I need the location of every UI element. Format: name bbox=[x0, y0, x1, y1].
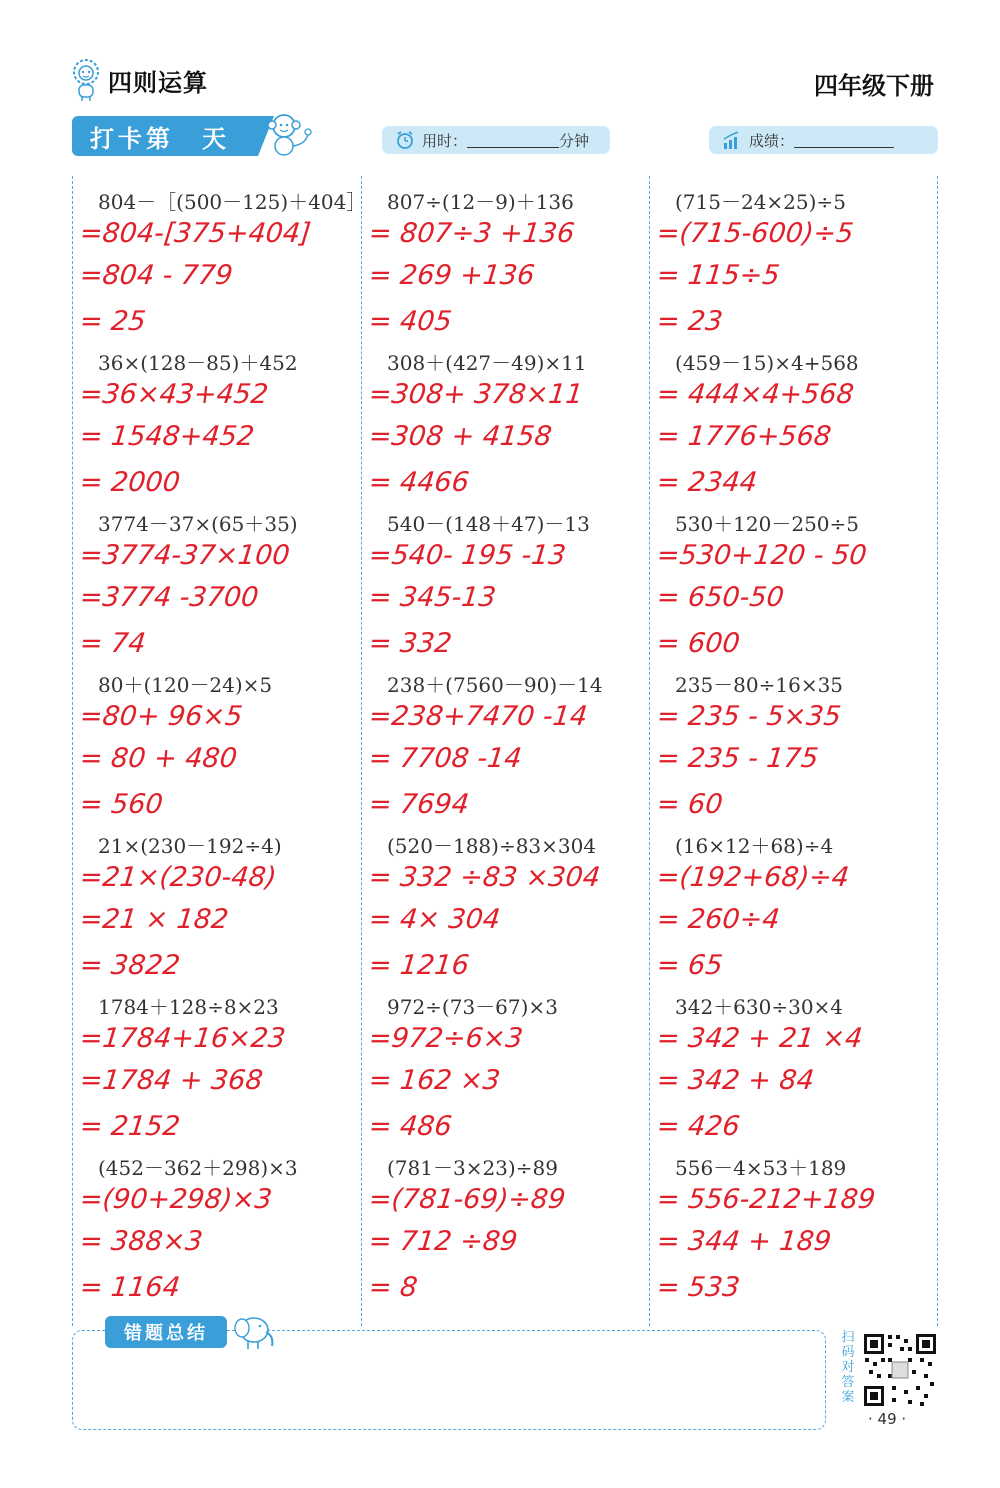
handwritten-step: = 269 +136 bbox=[367, 260, 537, 291]
problem-expression: 308＋(427－49)×11 bbox=[387, 351, 587, 375]
grade-title: 四年级下册 bbox=[814, 72, 934, 100]
handwritten-step: = 23 bbox=[655, 306, 725, 337]
handwritten-step: =(90+298)×3 bbox=[78, 1184, 274, 1215]
handwritten-step: =308+ 378×11 bbox=[367, 379, 585, 410]
handwritten-step: = 650-50 bbox=[655, 582, 786, 613]
monkey-icon bbox=[262, 108, 314, 160]
handwritten-step: = 60 bbox=[655, 789, 725, 820]
handwritten-step: = 426 bbox=[655, 1111, 742, 1142]
lion-icon bbox=[70, 58, 102, 102]
problem-cell bbox=[367, 504, 651, 665]
problem-cell bbox=[367, 826, 651, 987]
handwritten-step: = 65 bbox=[655, 950, 725, 981]
problem-expression: 540－(148＋47)－13 bbox=[387, 512, 590, 536]
handwritten-step: = 260÷4 bbox=[655, 904, 782, 935]
handwritten-step: =238+7470 -14 bbox=[367, 701, 589, 732]
problem-cell bbox=[367, 1148, 651, 1309]
handwritten-step: =3774-37×100 bbox=[78, 540, 292, 571]
problem-cell bbox=[655, 826, 939, 987]
problem-cell bbox=[655, 504, 939, 665]
problem-expression: 80＋(120－24)×5 bbox=[98, 673, 273, 697]
handwritten-step: =(192+68)÷4 bbox=[655, 862, 851, 893]
problem-expression: 235－80÷16×35 bbox=[675, 673, 844, 697]
problem-cell bbox=[78, 343, 362, 504]
problem-cell bbox=[655, 987, 939, 1148]
handwritten-step: = 80 + 480 bbox=[78, 743, 239, 774]
handwritten-step: = 74 bbox=[78, 628, 148, 659]
time-label: 用时： bbox=[422, 131, 468, 150]
problem-expression: 342＋630÷30×4 bbox=[675, 995, 844, 1019]
problem-cell bbox=[78, 987, 362, 1148]
handwritten-step: = 4466 bbox=[367, 467, 471, 498]
page-number: · 49 · bbox=[868, 1410, 907, 1428]
problem-cell bbox=[78, 182, 367, 343]
handwritten-step: =972÷6×3 bbox=[367, 1023, 525, 1054]
header-subject bbox=[70, 58, 208, 102]
problem-expression: (459－15)×4+568 bbox=[675, 351, 859, 375]
score-field bbox=[709, 126, 938, 154]
problem-expression: 21×(230－192÷4) bbox=[98, 834, 282, 858]
problem-cell bbox=[655, 1148, 939, 1309]
handwritten-step: =36×43+452 bbox=[78, 379, 270, 410]
problem-expression: (781－3×23)÷89 bbox=[387, 1156, 558, 1180]
time-input-line[interactable] bbox=[467, 133, 559, 148]
problem-cell bbox=[78, 1148, 362, 1309]
mistake-summary-title: 错题总结 bbox=[105, 1316, 227, 1348]
handwritten-step: = 388×3 bbox=[78, 1226, 205, 1257]
problem-expression: 530＋120－250÷5 bbox=[675, 512, 860, 536]
handwritten-step: = 332 ÷83 ×304 bbox=[367, 862, 602, 893]
column-divider bbox=[72, 176, 73, 1326]
handwritten-step: =1784+16×23 bbox=[78, 1023, 287, 1054]
time-unit: 分钟 bbox=[559, 131, 590, 150]
problem-grid bbox=[72, 176, 938, 1326]
handwritten-step: = 7694 bbox=[367, 789, 471, 820]
problem-cell bbox=[367, 182, 651, 343]
handwritten-step: = 533 bbox=[655, 1272, 742, 1303]
handwritten-step: = 344 + 189 bbox=[655, 1226, 833, 1257]
handwritten-step: = 1776+568 bbox=[655, 421, 833, 452]
handwritten-step: = 8 bbox=[367, 1272, 420, 1303]
handwritten-step: = 235 - 175 bbox=[655, 743, 820, 774]
checkin-tab bbox=[72, 116, 258, 156]
problem-cell bbox=[655, 343, 939, 504]
handwritten-step: = 4× 304 bbox=[367, 904, 502, 935]
alarm-clock-icon bbox=[394, 129, 416, 151]
handwritten-step: = 162 ×3 bbox=[367, 1065, 502, 1096]
handwritten-step: =21 × 182 bbox=[78, 904, 230, 935]
handwritten-step: = 405 bbox=[367, 306, 454, 337]
handwritten-step: =21×(230-48) bbox=[78, 862, 278, 893]
problem-expression: 238＋(7560－90)－14 bbox=[387, 673, 603, 697]
qr-code-icon[interactable] bbox=[862, 1332, 938, 1408]
scan-caption: 扫码对答案 bbox=[841, 1330, 855, 1405]
handwritten-step: =540- 195 -13 bbox=[367, 540, 568, 571]
handwritten-step: =804-[375+404] bbox=[78, 218, 313, 249]
checkin-suffix: 天 bbox=[202, 124, 226, 153]
score-input-line[interactable] bbox=[794, 133, 894, 148]
problem-expression: 807÷(12－9)＋136 bbox=[387, 190, 574, 214]
handwritten-step: = 235 - 5×35 bbox=[655, 701, 843, 732]
problem-expression: (16×12＋68)÷4 bbox=[675, 834, 834, 858]
problem-expression: (452－362＋298)×3 bbox=[98, 1156, 298, 1180]
handwritten-step: = 1164 bbox=[78, 1272, 182, 1303]
handwritten-step: =(781-69)÷89 bbox=[367, 1184, 567, 1215]
handwritten-step: = 486 bbox=[367, 1111, 454, 1142]
handwritten-step: =530+120 - 50 bbox=[655, 540, 869, 571]
problem-expression: 556－4×53＋189 bbox=[675, 1156, 847, 1180]
handwritten-step: = 3822 bbox=[78, 950, 182, 981]
elephant-icon bbox=[230, 1310, 278, 1352]
handwritten-step: =308 + 4158 bbox=[367, 421, 554, 452]
handwritten-step: = 2344 bbox=[655, 467, 759, 498]
checkin-prefix: 打卡第 bbox=[90, 124, 174, 153]
handwritten-step: =804 - 779 bbox=[78, 260, 235, 291]
problem-expression: (520－188)÷83×304 bbox=[387, 834, 597, 858]
problem-expression: 972÷(73－67)×3 bbox=[387, 995, 558, 1019]
problem-cell bbox=[78, 665, 362, 826]
handwritten-step: = 2000 bbox=[78, 467, 182, 498]
handwritten-step: =1784 + 368 bbox=[78, 1065, 265, 1096]
handwritten-step: = 25 bbox=[78, 306, 148, 337]
problem-cell bbox=[655, 182, 939, 343]
problem-expression: 36×(128－85)＋452 bbox=[98, 351, 298, 375]
problem-cell bbox=[78, 826, 362, 987]
problem-cell bbox=[78, 504, 362, 665]
handwritten-step: = 342 + 21 ×4 bbox=[655, 1023, 864, 1054]
handwritten-step: = 807÷3 +136 bbox=[367, 218, 576, 249]
problem-cell bbox=[367, 987, 651, 1148]
handwritten-step: = 2152 bbox=[78, 1111, 182, 1142]
score-label: 成绩： bbox=[749, 131, 795, 150]
handwritten-step: = 342 + 84 bbox=[655, 1065, 816, 1096]
handwritten-step: = 1216 bbox=[367, 950, 471, 981]
handwritten-step: = 7708 -14 bbox=[367, 743, 524, 774]
handwritten-step: = 332 bbox=[367, 628, 454, 659]
handwritten-step: = 560 bbox=[78, 789, 165, 820]
problem-cell bbox=[367, 343, 651, 504]
handwritten-step: =(715-600)÷5 bbox=[655, 218, 855, 249]
handwritten-step: =3774 -3700 bbox=[78, 582, 261, 613]
problem-expression: 804－［(500－125)＋404］ bbox=[98, 190, 367, 214]
handwritten-step: = 600 bbox=[655, 628, 742, 659]
problem-cell bbox=[655, 665, 939, 826]
problem-expression: (715－24×25)÷5 bbox=[675, 190, 846, 214]
handwritten-step: = 556-212+189 bbox=[655, 1184, 877, 1215]
bar-chart-icon bbox=[721, 129, 743, 151]
problem-expression: 1784＋128÷8×23 bbox=[98, 995, 279, 1019]
handwritten-step: = 712 ÷89 bbox=[367, 1226, 519, 1257]
handwritten-step: = 115÷5 bbox=[655, 260, 782, 291]
handwritten-step: = 1548+452 bbox=[78, 421, 256, 452]
handwritten-step: =80+ 96×5 bbox=[78, 701, 244, 732]
problem-cell bbox=[367, 665, 651, 826]
problem-expression: 3774－37×(65＋35) bbox=[98, 512, 298, 536]
handwritten-step: = 345-13 bbox=[367, 582, 498, 613]
time-field bbox=[382, 126, 610, 154]
handwritten-step: = 444×4+568 bbox=[655, 379, 856, 410]
subject-title: 四则运算 bbox=[108, 68, 208, 97]
